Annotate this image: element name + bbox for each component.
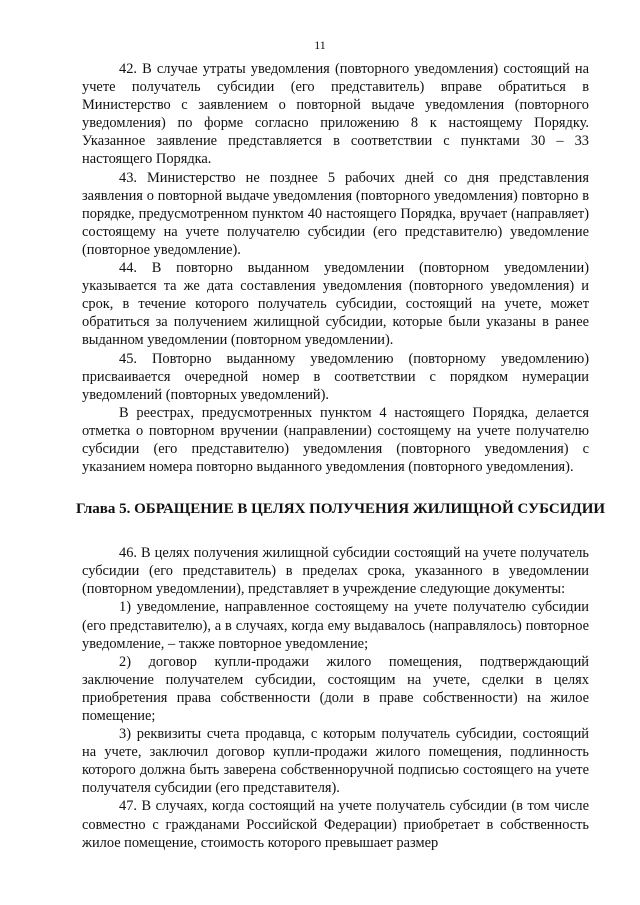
chapter-heading: Глава 5. ОБРАЩЕНИЕ В ЦЕЛЯХ ПОЛУЧЕНИЯ ЖИЛИЩНОЙ СУБСИДИИ xyxy=(76,501,606,518)
paragraph-43: 43. Министерство не позднее 5 рабочих дней со дня представления заявления о повторной выдаче уведомления (повторного уведомления) повторно в порядке, предусмотренном пунктом 40 настоящего Порядка, вручает (направляет) состоящему на учете получателю субсидии (его представителю) уведомление (повторное уведомление). xyxy=(82,169,589,258)
document-body xyxy=(76,60,606,852)
page-number: 11 xyxy=(314,38,326,52)
paragraph-46-item-3: 3) реквизиты счета продавца, с которым получатель субсидии, состоящий на учете, заключил договор купли-продажи жилого помещения, подлинность которого должна быть заверена собственноручной подписью состоящего на учете получателя субсидии (его представителя). xyxy=(82,726,589,797)
paragraph-46-item-2: 2) договор купли-продажи жилого помещения, подтверждающий заключение получателем субсидии, состоящим на учете, сделки в целях приобретения права собственности (доли в праве собственности) на жилое помещение; xyxy=(82,653,589,724)
paragraph-46-item-1: 1) уведомление, направленное состоящему на учете получателю субсидии (его представителю), а в случаях, когда ему выдавалось (направлялось) повторное уведомление, – также повторное уведомление; xyxy=(82,599,589,652)
paragraph-42: 42. В случае утраты уведомления (повторного уведомления) состоящий на учете получатель субсидии (его представитель) вправе обратиться в Министерство с заявлением о повторной выдаче уведомления (повторного уведомления) по форме согласно приложению 8 к настоящему Порядку. Указанное заявление представляется в соответствии с пунктами 30 – 33 настоящего Порядка. xyxy=(82,61,589,168)
paragraph-47: 47. В случаях, когда состоящий на учете получатель субсидии (в том числе совместно с гражданами Российской Федерации) приобретает в собственность жилое помещение, стоимость которого превышает размер xyxy=(82,798,589,851)
paragraph-44: 44. В повторно выданном уведомлении (повторном уведомлении) указывается та же дата составления уведомления (повторного уведомления) и срок, в течение которого получатель субсидии, состоящий на учете, может обратиться за получением жилищной субсидии, которые были указаны в ранее выданном уведомлении (повторном уведомлении). xyxy=(82,260,589,349)
paragraph-45-registry: В реестрах, предусмотренных пунктом 4 настоящего Порядка, делается отметка о повторном вручении (направлении) состоящему на учете получателю субсидии (его представителю) уведомления (повторного уведомления) с указанием номера повторно выданного уведомления (повторного уведомления). xyxy=(82,404,589,476)
paragraph-45: 45. Повторно выданному уведомлению (повторному уведомлению) присваивается очередной номер в соответствии с порядком нумерации уведомлений (повторных уведомлений). xyxy=(82,350,589,403)
paragraph-46: 46. В целях получения жилищной субсидии состоящий на учете получатель субсидии (его представитель) в пределах срока, указанного в уведомлении (повторном уведомлении), представляет в учреждение следующие документы: xyxy=(82,545,589,598)
